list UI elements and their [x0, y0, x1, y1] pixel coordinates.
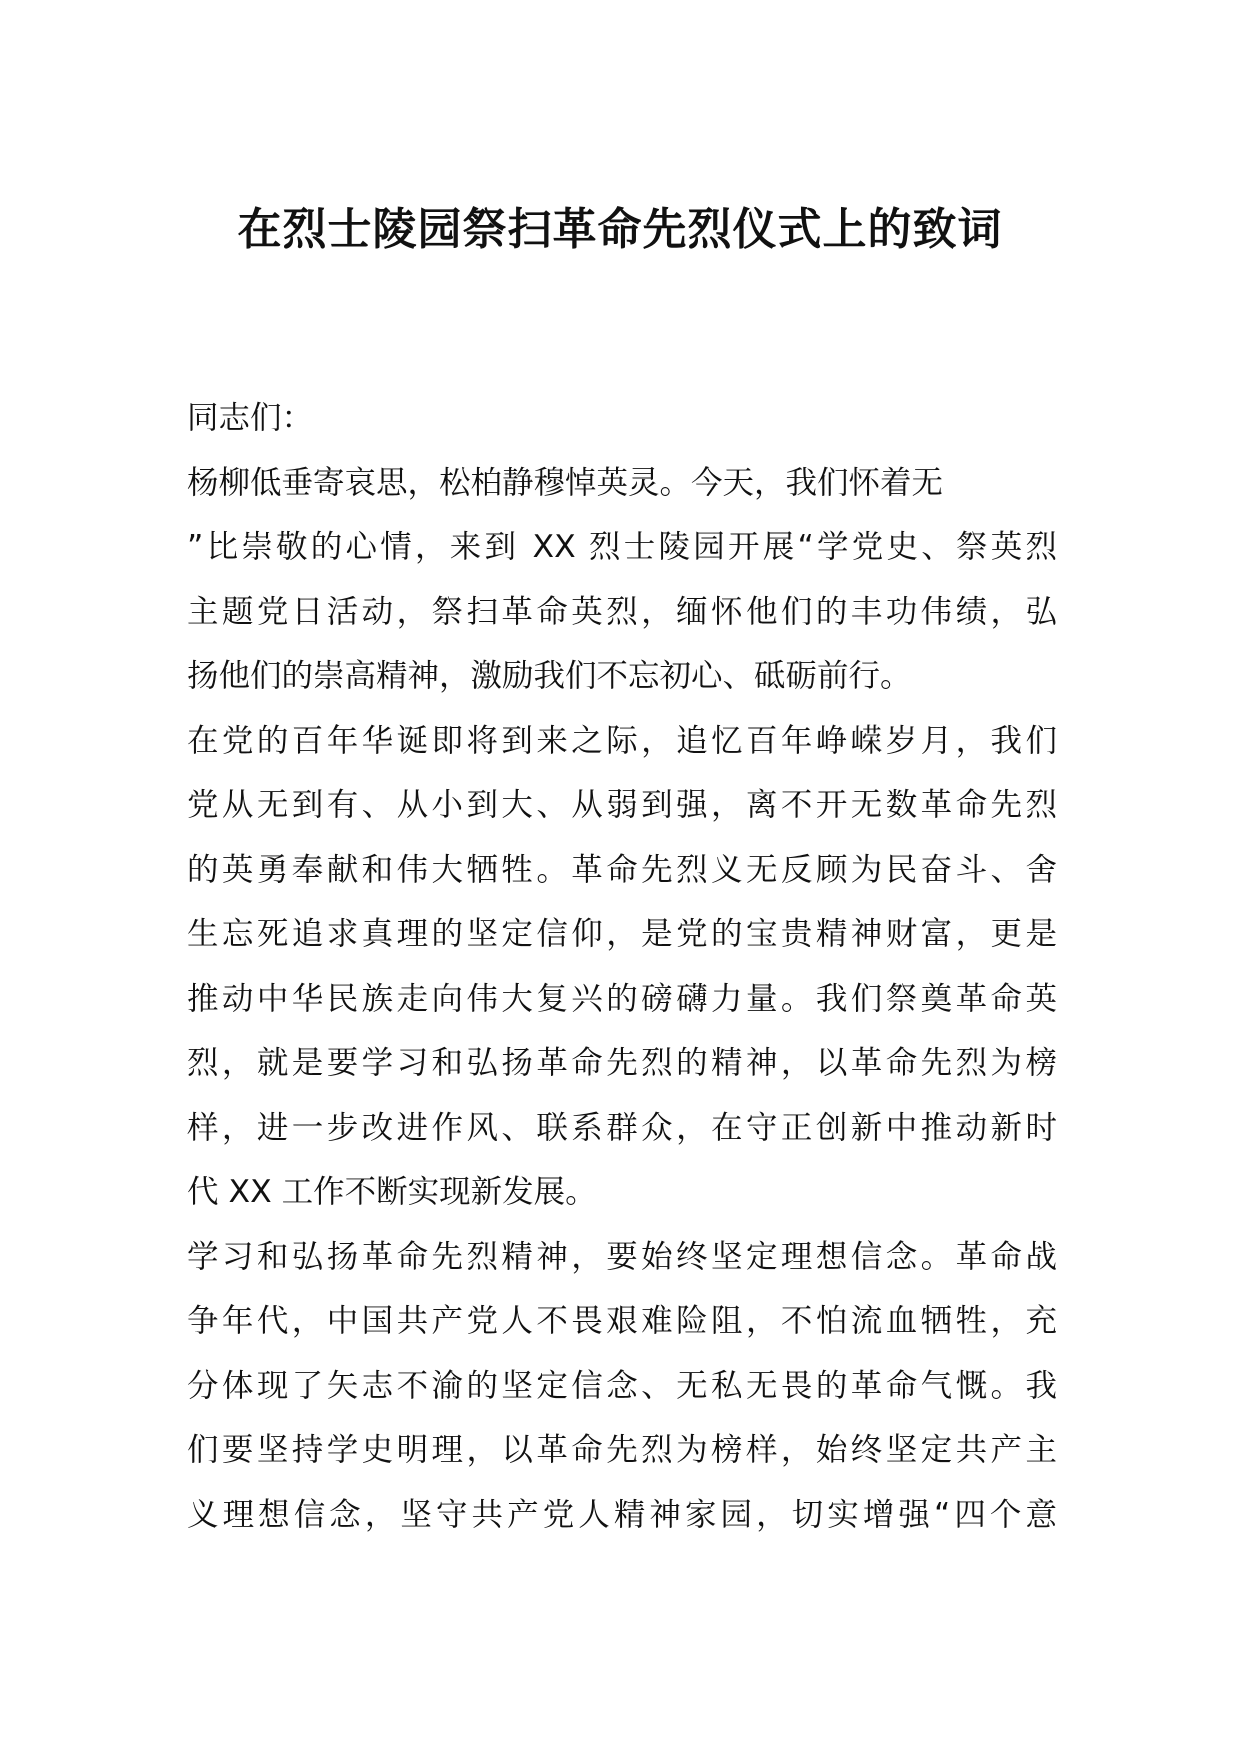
body-text-line: 主题党日活动，祭扫革命英烈，缅怀他们的丰功伟绩，弘: [187, 593, 1057, 630]
body-text-line: 扬他们的崇高精神，激励我们不忘初心、砥砺前行。: [187, 658, 912, 694]
body-text-line: 在党的百年华诞即将到来之际，追忆百年峥嵘岁月，我们: [187, 722, 1057, 759]
body-text-line: 推动中华民族走向伟大复兴的磅礴力量。我们祭奠革命英: [187, 980, 1057, 1017]
body-text-line: 党从无到有、从小到大、从弱到强，离不开无数革命先烈: [187, 787, 1057, 823]
document-body: [187, 386, 1057, 1547]
body-text-line: 同志们：: [187, 400, 314, 436]
body-text-line: 生忘死追求真理的坚定信仰，是党的宝贵精神财富，更是: [187, 916, 1057, 952]
body-text-line: 义理想信念，坚守共产党人精神家园，切实增强“四个意: [187, 1496, 1057, 1533]
body-text-line: 代 XX 工作不断实现新发展。: [187, 1174, 597, 1210]
document-title: 在烈士陵园祭扫革命先烈仪式上的致词: [237, 204, 1003, 255]
body-text-line: 杨柳低垂寄哀思，松柏静穆悼英灵。今天，我们怀着无: [187, 464, 944, 501]
body-text-line: ”比崇敬的心情，来到 XX 烈士陵园开展“学党史、祭英烈: [187, 529, 1057, 565]
body-text-line: 样，进一步改进作风、联系群众，在守正创新中推动新时: [187, 1109, 1057, 1146]
body-text-line: 烈，就是要学习和弘扬革命先烈的精神，以革命先烈为榜: [187, 1045, 1057, 1081]
body-text-line: 们要坚持学史明理，以革命先烈为榜样，始终坚定共产主: [187, 1432, 1057, 1468]
body-text-line: 争年代，中国共产党人不畏艰难险阻，不怕流血牺牲，充: [187, 1303, 1057, 1339]
body-text-line: 分体现了矢志不渝的坚定信念、无私无畏的革命气慨。我: [187, 1367, 1057, 1404]
body-text-line: 的英勇奉献和伟大牺牲。革命先烈义无反顾为民奋斗、舍: [187, 851, 1057, 888]
body-text-line: 学习和弘扬革命先烈精神，要始终坚定理想信念。革命战: [187, 1238, 1057, 1275]
